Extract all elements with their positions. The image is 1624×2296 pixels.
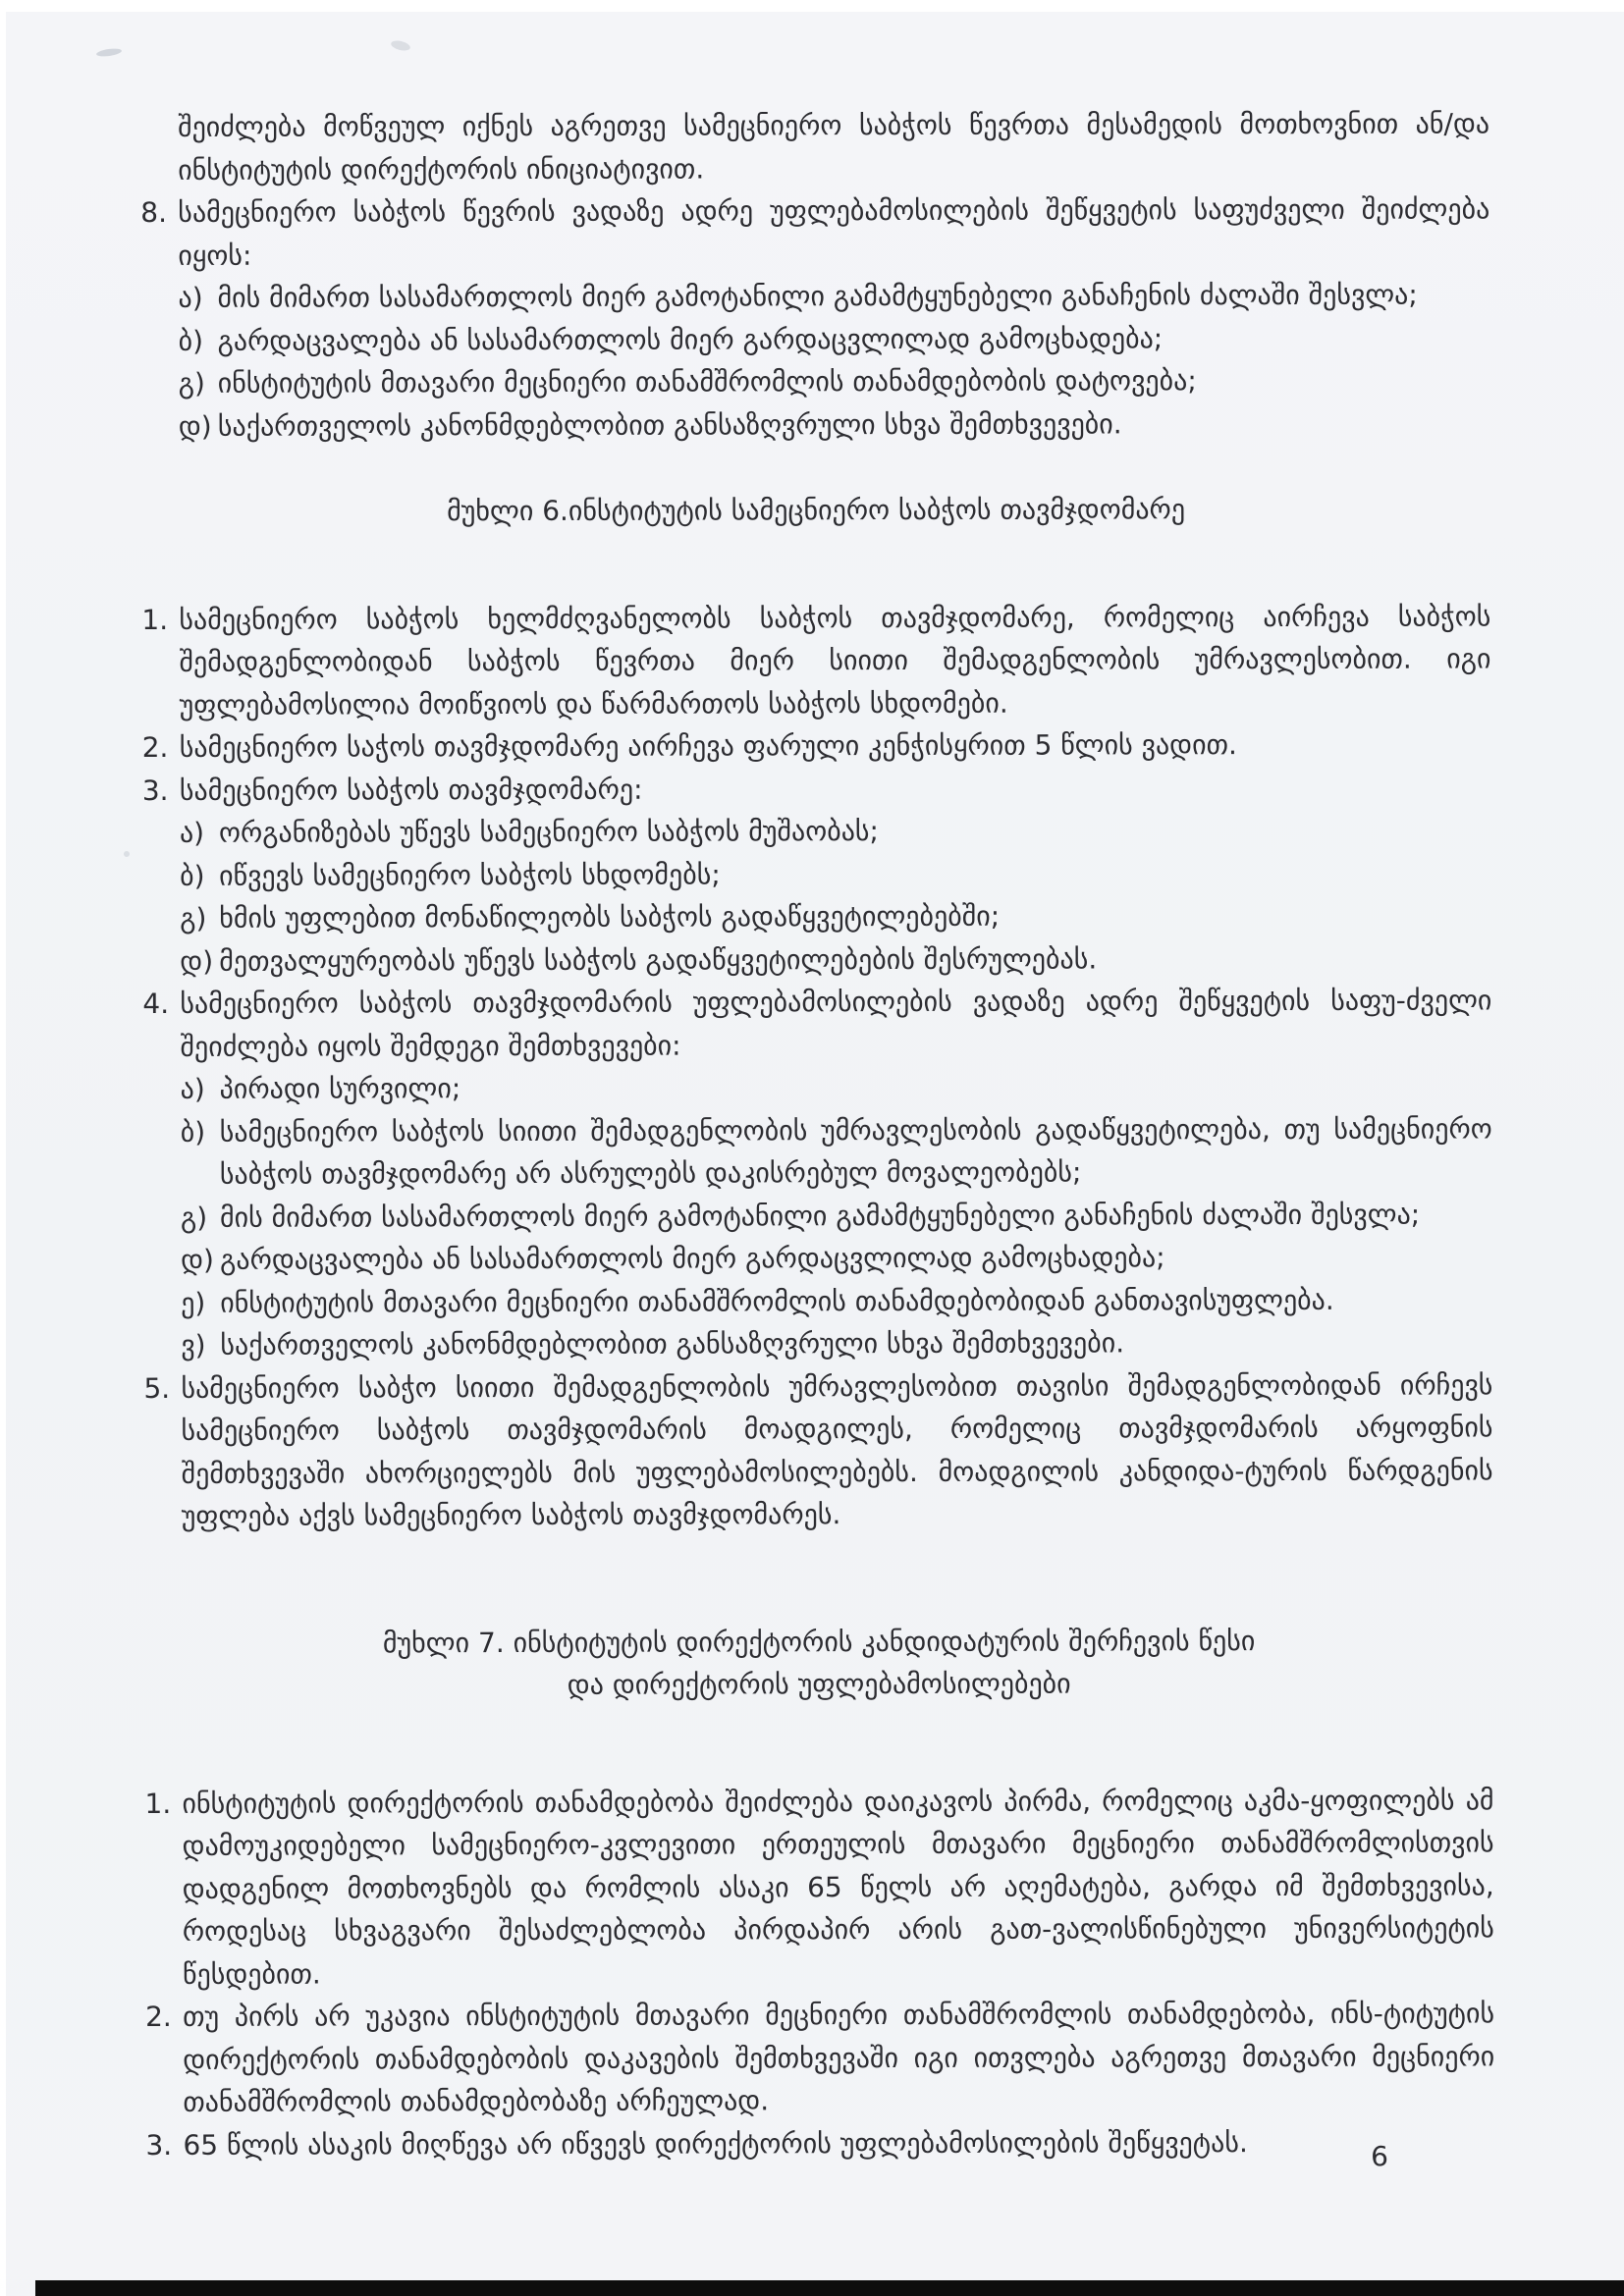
sub-item-text: ხმის უფლებით მონაწილეობს საბჭოს გადაწყვეტილებებში; (219, 899, 1001, 934)
article6-item-5 (143, 1363, 1492, 1538)
sub-item-label: ა) (179, 816, 205, 849)
article6-item-4e (181, 1278, 1492, 1324)
article6-item-3a (180, 808, 1491, 854)
sub-item-text: ორგანიზებას უწევს სამეცნიერო საბჭოს მუშაობას; (218, 815, 880, 849)
sub-item-label: გ) (180, 901, 207, 934)
item-text: სამეცნიერო საბჭოს თავმჯდომარის უფლებამოსილების ვადაზე ადრე შეწყვეტის საფუ-ძველი შეიძლება იყოს შემდეგი შემთხვევები: (180, 984, 1492, 1063)
article-7-heading-line2: და დირექტორის უფლებამოსილებები (567, 1667, 1071, 1701)
item-text: ინსტიტუტის დირექტორის თანამდებობა შეიძლება დაიკავოს პირმა, რომელიც აკმა-ყოფილებს ამ დამოუკიდებელი სამეცნიერო-კვლევითი ერთეულის მთავარი მეცნიერი თანამშრომლისთვის დადგენილ მოთხოვნებს და რომლის ასაკი 65 წელს არ აღემატება, გარდა იმ შემთხვევისა, როდესაც სხვაგვარი შესაძლებლობა პირდაპირ არის გათ-ვალისწინებული უნივერსიტეტის წესდებით. (182, 1783, 1494, 1991)
list-item-8 (140, 187, 1489, 277)
document-body (140, 102, 1494, 2166)
sub-item-text: გარდაცვალება ან სასამართლოს მიერ გარდაცვლილად გამოცხადება; (217, 321, 1164, 357)
sub-item-8d (179, 401, 1490, 448)
scan-speck (96, 47, 123, 58)
sub-item-8c (179, 358, 1490, 404)
scan-speck (390, 39, 411, 53)
item-number: 5. (143, 1371, 171, 1405)
sub-item-text: მის მიმართ სასამართლოს მიერ გამოტანილი გამამტყუნებელი განაჩენის ძალაში შესვლა; (219, 1198, 1421, 1234)
item-text: სამეცნიერო საბჭოს თავმჯდომარე: (179, 773, 643, 807)
scan-edge-artifact (35, 2280, 1624, 2296)
sub-item-text: საქართველოს კანონმდებლობით განსაზღვრული სხვა შემთხვევები. (217, 406, 1122, 443)
article6-item-4d (181, 1235, 1492, 1281)
item-text: 65 წლის ასაკის მიღწევა არ იწვევს დირექტორის უფლებამოსილების შეწყვეტას. (183, 2125, 1248, 2162)
article6-item-4b (181, 1107, 1492, 1196)
sub-item-label: ა) (180, 1072, 205, 1105)
item-text: თუ პირს არ უკავია ინსტიტუტის მთავარი მეცნიერი თანამშრომლის თანამდებობა, ინს-ტიტუტის დირექტორის თანამდებობის დაკავების შემთხვევაში იგი ითვლება აგრეთვე მთავარი მეცნიერი თანამშრომლის თანამდებობაზე არჩეულად. (183, 1997, 1495, 2118)
article6-item-4 (142, 979, 1491, 1068)
article6-item-2 (142, 722, 1491, 769)
article6-item-4c (181, 1193, 1492, 1239)
sub-item-text: მის მიმართ სასამართლოს მიერ გამოტანილი გამამტყუნებელი განაჩენის ძალაში შესვლა; (217, 278, 1418, 314)
article-7-heading (144, 1619, 1493, 1708)
item-number: 4. (142, 987, 170, 1020)
item-text: სამეცნიერო საბჭოს წევრის ვადაზე ადრე უფლებამოსილების შეწყვეტის საფუძველი შეიძლება იყოს: (178, 192, 1490, 272)
article6-item-3 (142, 766, 1491, 812)
item-text: სამეცნიერო საჭოს თავმჯდომარე აირჩევა ფარული კენჭისყრით 5 წლის ვადით. (179, 728, 1237, 764)
sub-item-label: დ) (181, 1243, 214, 1276)
item-number: 8. (140, 195, 168, 229)
article6-item-3b (180, 851, 1491, 897)
article-6-heading: მუხლი 6.ინსტიტუტის სამეცნიერო საბჭოს თავმჯდომარე (447, 493, 1186, 528)
article6-item-4a (181, 1064, 1492, 1110)
scan-speck (124, 851, 130, 857)
sub-item-label: ბ) (178, 324, 204, 357)
article7-item-1 (144, 1779, 1494, 1996)
item-number: 3. (141, 774, 169, 807)
item-number: 3. (145, 2128, 173, 2162)
article-7-heading-line1: მუხლი 7. ინსტიტუტის დირექტორის კანდიდატურის შერჩევის წესი (382, 1624, 1256, 1659)
sub-item-text: მეთვალყურეობას უწევს საბჭოს გადაწყვეტილებების შესრულებას. (219, 941, 1098, 978)
sub-item-text: საქართველოს კანონმდებლობით განსაზღვრული სხვა შემთხვევები. (220, 1326, 1125, 1362)
sub-item-text: გარდაცვალება ან სასამართლოს მიერ გარდაცვლილად გამოცხადება; (220, 1241, 1165, 1276)
scanned-document-page (6, 12, 1624, 2296)
sub-item-label: ე) (181, 1286, 206, 1319)
page-number: 6 (1371, 2140, 1388, 2172)
article6-item-3d (180, 936, 1491, 983)
item-number: 2. (141, 730, 169, 764)
article6-item-1 (141, 595, 1490, 726)
article7-item-3 (145, 2120, 1494, 2166)
sub-item-text: ინსტიტუტის მთავარი მეცნიერი თანამშრომლის თანამდებობიდან განთავისუფლება. (220, 1283, 1334, 1319)
sub-item-text: იწვევს სამეცნიერო საბჭოს სხდომებს; (219, 857, 721, 892)
sub-item-label: გ) (178, 366, 205, 400)
sub-item-text: პირადი სურვილი; (219, 1072, 461, 1105)
sub-item-label: დ) (180, 944, 214, 978)
sub-item-label: ბ) (180, 1115, 206, 1148)
article6-item-3c (180, 893, 1491, 939)
sub-item-8a (178, 273, 1489, 319)
sub-item-text: ინსტიტუტის მთავარი მეცნიერი თანამშრომლის თანამდებობის დატოვება; (217, 364, 1197, 400)
sub-item-text: სამეცნიერო საბჭოს სიითი შემადგენლობის უმრავლესობის გადაწყვეტილება, თუ სამეცნიერო საბჭოს თავმჯდომარე არ ასრულებს დაკისრებულ მოვალეობებს; (219, 1111, 1492, 1191)
item-number: 1. (141, 603, 169, 636)
paragraph-continuation: შეიძლება მოწვეულ იქნეს აგრეთვე სამეცნიერო საბჭოს წევრთა მესამედის მოთხოვნით ან/და ინსტიტუტის დირექტორის ინიციატივით. (178, 107, 1490, 187)
item-text: სამეცნიერო საბჭო სიითი შემადგენლობის უმრავლესობით თავისი შემადგენლობიდან ირჩევს სამეცნიერო საბჭოს თავმჯდომარის მოადგილეს, რომელიც თავმჯდომარის არყოფნის შემთხვევაში ახორციელებს მის უფლებამოსილებებს. მოადგილის კანდიდა-ტურის წარდგენის უფლება აქვს სამეცნიერო საბჭოს თავმჯდომარეს. (181, 1367, 1493, 1532)
item-number: 2. (145, 2000, 172, 2033)
item-number: 1. (144, 1787, 172, 1820)
sub-item-label: ვ) (181, 1328, 206, 1362)
article6-item-4f (181, 1320, 1492, 1366)
sub-item-label: ბ) (180, 859, 205, 892)
sub-item-label: ა) (178, 281, 203, 314)
sub-item-label: გ) (180, 1201, 208, 1234)
sub-item-label: დ) (178, 409, 212, 443)
sub-item-8b (179, 316, 1490, 362)
article7-item-2 (145, 1992, 1494, 2123)
item-text: სამეცნიერო საბჭოს ხელმძღვანელობს საბჭოს თავმჯდომარე, რომელიც აირჩევა საბჭოს შემადგენლობიდან საბჭოს წევრთა მიერ სიითი შემადგენლობის უმრავლესობით. იგი უფლებამოსილია მოიწვიოს და წარმართოს საბჭოს სხდომები. (179, 599, 1491, 721)
